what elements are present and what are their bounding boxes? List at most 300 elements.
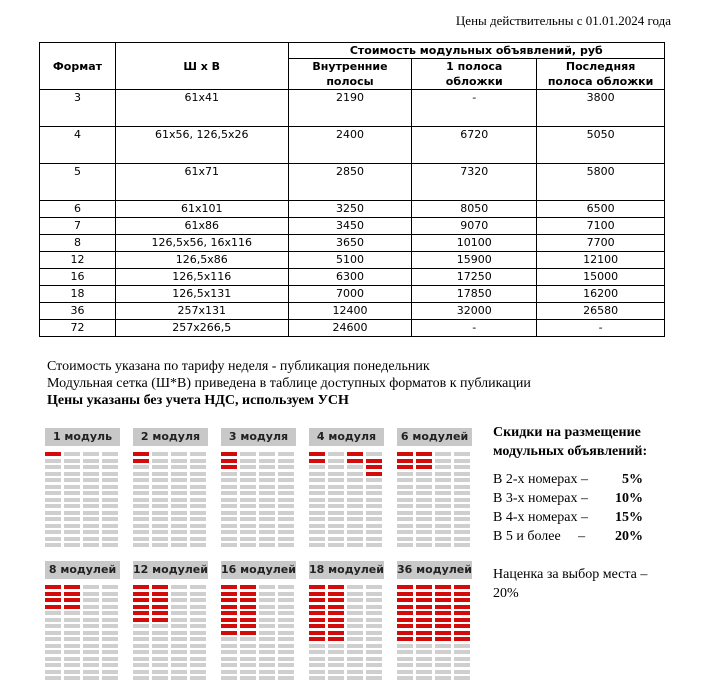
cell-size: 61x101 xyxy=(115,201,288,218)
module-cell xyxy=(435,650,451,654)
discount-subtitle: модульных объявлений: xyxy=(493,444,648,459)
module-cell xyxy=(309,676,325,680)
cell-inner: 2190 xyxy=(288,90,412,127)
module-cell xyxy=(328,459,344,463)
module-cell xyxy=(102,631,118,635)
module-cell-filled xyxy=(435,585,451,589)
module-cell-filled xyxy=(309,611,325,615)
module-cell xyxy=(309,657,325,661)
module-cell xyxy=(102,498,118,502)
module-grid xyxy=(221,561,296,682)
module-cell xyxy=(278,498,294,502)
module-cell xyxy=(190,598,206,602)
module-cell xyxy=(309,644,325,648)
module-cell xyxy=(152,504,168,508)
module-cell xyxy=(102,663,118,667)
module-cell-filled xyxy=(133,459,149,463)
module-cell xyxy=(259,611,275,615)
module-cell-filled xyxy=(45,585,61,589)
table-row xyxy=(40,252,665,269)
module-cell xyxy=(278,650,294,654)
module-cell xyxy=(328,670,344,674)
module-cell xyxy=(259,585,275,589)
module-cell xyxy=(259,592,275,596)
cell-inner: 7000 xyxy=(288,286,412,303)
module-cell xyxy=(133,644,149,648)
module-cell xyxy=(190,478,206,482)
module-cell xyxy=(240,537,256,541)
module-cell xyxy=(190,592,206,596)
module-cell xyxy=(240,637,256,641)
cell-last: 3800 xyxy=(537,90,665,127)
module-cell xyxy=(190,459,206,463)
module-cell-filled xyxy=(221,605,237,609)
module-cell xyxy=(240,670,256,674)
module-cells xyxy=(221,452,296,550)
module-cell xyxy=(152,491,168,495)
module-cell-filled xyxy=(221,585,237,589)
module-cell xyxy=(133,517,149,521)
note-vat: Цены указаны без учета НДС, используем УСН xyxy=(47,393,349,408)
module-cell xyxy=(278,485,294,489)
module-cell xyxy=(278,618,294,622)
module-cell xyxy=(64,498,80,502)
module-cell xyxy=(171,478,187,482)
module-cell xyxy=(454,511,470,515)
module-cell xyxy=(133,472,149,476)
module-cell xyxy=(328,472,344,476)
module-cell-filled xyxy=(435,605,451,609)
module-cell xyxy=(347,485,363,489)
module-cells xyxy=(133,585,208,683)
module-cell-filled xyxy=(152,605,168,609)
module-cell xyxy=(347,537,363,541)
module-cell xyxy=(454,491,470,495)
table-row xyxy=(40,303,665,320)
module-cell xyxy=(190,631,206,635)
module-cell xyxy=(416,478,432,482)
module-cell xyxy=(64,644,80,648)
module-cell xyxy=(278,624,294,628)
cell-first: 8050 xyxy=(412,201,537,218)
module-cell xyxy=(190,670,206,674)
module-cell xyxy=(83,517,99,521)
module-cell xyxy=(347,676,363,680)
module-cell xyxy=(397,524,413,528)
module-cell xyxy=(366,498,382,502)
module-cell-filled xyxy=(454,592,470,596)
module-cell xyxy=(416,676,432,680)
module-cell xyxy=(221,478,237,482)
table-row xyxy=(40,201,665,218)
module-cell xyxy=(278,504,294,508)
module-cell-filled xyxy=(416,592,432,596)
module-cell xyxy=(454,543,470,547)
module-cell-filled xyxy=(309,637,325,641)
module-cell-filled xyxy=(328,585,344,589)
cell-first: - xyxy=(412,320,537,337)
module-cell-filled xyxy=(45,605,61,609)
module-cell-filled xyxy=(133,618,149,622)
module-cell xyxy=(278,517,294,521)
module-cell xyxy=(45,657,61,661)
module-cell xyxy=(309,537,325,541)
module-cell xyxy=(152,670,168,674)
module-cell xyxy=(366,537,382,541)
module-cell xyxy=(278,465,294,469)
module-cell xyxy=(278,585,294,589)
module-cell xyxy=(328,663,344,667)
module-cell xyxy=(102,637,118,641)
module-cell xyxy=(366,670,382,674)
module-cell xyxy=(64,478,80,482)
module-cell xyxy=(133,537,149,541)
module-cell xyxy=(83,663,99,667)
module-cell xyxy=(171,663,187,667)
module-cells xyxy=(309,585,384,683)
module-cell xyxy=(435,543,451,547)
cell-size: 126,5x131 xyxy=(115,286,288,303)
module-cell-filled xyxy=(397,631,413,635)
module-cell xyxy=(45,650,61,654)
module-cell-filled xyxy=(416,585,432,589)
module-cell xyxy=(83,478,99,482)
cell-first: 6720 xyxy=(412,127,537,164)
module-cell xyxy=(152,644,168,648)
module-cell-filled xyxy=(435,618,451,622)
module-cell xyxy=(45,624,61,628)
module-label: 4 модуля xyxy=(309,428,384,446)
module-cell xyxy=(259,624,275,628)
module-cell xyxy=(83,676,99,680)
module-cell xyxy=(83,657,99,661)
module-cells xyxy=(133,452,208,550)
module-cell xyxy=(102,592,118,596)
module-cell xyxy=(278,598,294,602)
module-cell xyxy=(259,478,275,482)
table-row xyxy=(40,127,665,164)
module-cell-filled xyxy=(454,611,470,615)
module-cell xyxy=(366,517,382,521)
module-label: 8 модулей xyxy=(45,561,120,579)
module-cell xyxy=(45,504,61,508)
module-cell xyxy=(83,459,99,463)
module-cell xyxy=(259,650,275,654)
module-cell-filled xyxy=(64,605,80,609)
module-cell xyxy=(397,511,413,515)
module-cell xyxy=(366,504,382,508)
module-cell-filled xyxy=(416,459,432,463)
module-cell xyxy=(454,537,470,541)
cell-format: 4 xyxy=(40,127,116,164)
module-cell xyxy=(347,498,363,502)
module-cell xyxy=(397,657,413,661)
module-cell xyxy=(102,511,118,515)
module-cell xyxy=(328,452,344,456)
module-cell-filled xyxy=(152,598,168,602)
module-label: 6 модулей xyxy=(397,428,472,446)
module-cell xyxy=(171,585,187,589)
module-label: 18 модулей xyxy=(309,561,384,579)
module-cell xyxy=(45,472,61,476)
module-cell xyxy=(102,537,118,541)
module-cell-filled xyxy=(454,618,470,622)
module-cell xyxy=(171,611,187,615)
cell-last: 16200 xyxy=(537,286,665,303)
module-cell xyxy=(102,472,118,476)
module-cell xyxy=(366,657,382,661)
module-grid xyxy=(133,428,208,549)
module-cell xyxy=(45,465,61,469)
cell-first: 9070 xyxy=(412,218,537,235)
module-cell xyxy=(366,592,382,596)
module-cell xyxy=(45,517,61,521)
cell-first: 17850 xyxy=(412,286,537,303)
module-cell xyxy=(221,644,237,648)
module-cell xyxy=(259,644,275,648)
module-cell-filled xyxy=(454,605,470,609)
module-cell xyxy=(64,650,80,654)
module-cell xyxy=(133,657,149,661)
module-cell-filled xyxy=(397,585,413,589)
module-cell xyxy=(259,491,275,495)
cell-last: 6500 xyxy=(537,201,665,218)
module-cell xyxy=(171,459,187,463)
module-cell xyxy=(259,657,275,661)
discount-item xyxy=(493,470,647,489)
module-cell xyxy=(435,491,451,495)
module-cell-filled xyxy=(45,592,61,596)
module-label: 12 модулей xyxy=(133,561,208,579)
module-cell xyxy=(328,676,344,680)
module-cell xyxy=(102,657,118,661)
module-cell xyxy=(454,663,470,667)
module-cell xyxy=(83,465,99,469)
module-cell xyxy=(45,676,61,680)
module-cell xyxy=(45,485,61,489)
cell-format: 72 xyxy=(40,320,116,337)
module-cell xyxy=(240,465,256,469)
module-cell xyxy=(366,611,382,615)
module-cell xyxy=(64,537,80,541)
module-cell xyxy=(309,524,325,528)
module-cell xyxy=(190,650,206,654)
module-cell xyxy=(366,478,382,482)
module-cell-filled xyxy=(397,459,413,463)
module-cell-filled xyxy=(435,631,451,635)
module-cell xyxy=(347,670,363,674)
module-cell xyxy=(171,670,187,674)
module-cell xyxy=(416,650,432,654)
module-cell xyxy=(309,498,325,502)
module-cell xyxy=(171,465,187,469)
module-cell xyxy=(64,524,80,528)
module-cell xyxy=(64,465,80,469)
module-cell-filled xyxy=(309,459,325,463)
cell-last: 26580 xyxy=(537,303,665,320)
module-cell xyxy=(221,637,237,641)
cell-size: 126,5x116 xyxy=(115,269,288,286)
module-cell xyxy=(454,650,470,654)
module-cell xyxy=(102,644,118,648)
module-cell-filled xyxy=(328,611,344,615)
cell-inner: 3250 xyxy=(288,201,412,218)
module-cell xyxy=(435,459,451,463)
module-cell xyxy=(133,504,149,508)
module-cell xyxy=(102,605,118,609)
module-cell xyxy=(259,543,275,547)
module-cell xyxy=(366,618,382,622)
module-cell-filled xyxy=(328,624,344,628)
module-cell xyxy=(64,624,80,628)
module-cell xyxy=(347,611,363,615)
module-cell xyxy=(397,543,413,547)
module-cell xyxy=(190,618,206,622)
discount-value: 5% xyxy=(622,472,643,487)
module-cell xyxy=(435,524,451,528)
module-cell-filled xyxy=(416,605,432,609)
module-cell xyxy=(221,530,237,534)
module-cell xyxy=(83,452,99,456)
cell-format: 8 xyxy=(40,235,116,252)
module-cell xyxy=(309,478,325,482)
module-cell xyxy=(190,637,206,641)
module-cell xyxy=(309,650,325,654)
module-cell xyxy=(309,517,325,521)
module-label: 2 модуля xyxy=(133,428,208,446)
module-cell xyxy=(259,676,275,680)
module-cell xyxy=(83,543,99,547)
module-cell-filled xyxy=(240,585,256,589)
module-cell xyxy=(397,530,413,534)
module-cell xyxy=(278,644,294,648)
module-cell-filled xyxy=(328,592,344,596)
module-cell xyxy=(83,670,99,674)
module-cell xyxy=(64,637,80,641)
module-cell xyxy=(221,537,237,541)
module-cell xyxy=(64,631,80,635)
module-cell xyxy=(190,663,206,667)
module-cell-filled xyxy=(133,605,149,609)
module-cell-filled xyxy=(64,598,80,602)
module-cell xyxy=(221,491,237,495)
module-cell xyxy=(133,511,149,515)
module-cell xyxy=(240,485,256,489)
module-cell xyxy=(366,452,382,456)
discount-label: В 4-х номерах – xyxy=(493,510,589,525)
table-row xyxy=(40,320,665,337)
module-cell xyxy=(435,676,451,680)
module-cell-filled xyxy=(309,631,325,635)
module-cell xyxy=(435,465,451,469)
module-cell-filled xyxy=(397,592,413,596)
module-cell-filled xyxy=(152,611,168,615)
module-cell xyxy=(45,631,61,635)
module-cell xyxy=(190,517,206,521)
module-cell xyxy=(190,524,206,528)
module-cell-filled xyxy=(397,624,413,628)
discount-value: 15% xyxy=(615,510,643,525)
module-grid xyxy=(397,561,472,682)
cell-last: 5050 xyxy=(537,127,665,164)
module-cell xyxy=(171,624,187,628)
module-cell xyxy=(171,592,187,596)
cell-size: 257x266,5 xyxy=(115,320,288,337)
module-cell xyxy=(221,504,237,508)
module-cell xyxy=(83,537,99,541)
module-cell xyxy=(190,472,206,476)
module-cell xyxy=(397,663,413,667)
module-cell xyxy=(152,465,168,469)
cell-format: 16 xyxy=(40,269,116,286)
header-first-cover: 1 полоса обложки xyxy=(412,59,537,90)
module-cell xyxy=(454,504,470,508)
module-cell xyxy=(347,644,363,648)
discount-block xyxy=(493,423,647,603)
module-cell-filled xyxy=(397,605,413,609)
module-cell xyxy=(366,676,382,680)
module-label: 3 модуля xyxy=(221,428,296,446)
module-cell xyxy=(454,517,470,521)
module-cell xyxy=(278,511,294,515)
module-cell xyxy=(240,478,256,482)
module-cell xyxy=(259,605,275,609)
module-cell-filled xyxy=(309,618,325,622)
module-cell xyxy=(328,491,344,495)
module-cell xyxy=(347,657,363,661)
module-cell xyxy=(397,498,413,502)
module-cell xyxy=(64,452,80,456)
module-cell xyxy=(152,663,168,667)
module-cell xyxy=(347,504,363,508)
module-cell xyxy=(152,498,168,502)
module-cell xyxy=(190,530,206,534)
module-cell xyxy=(454,465,470,469)
module-cell xyxy=(397,491,413,495)
module-cell xyxy=(152,530,168,534)
module-cell xyxy=(221,676,237,680)
cell-format: 7 xyxy=(40,218,116,235)
module-cell xyxy=(221,472,237,476)
module-cell-filled xyxy=(435,611,451,615)
module-cell-filled xyxy=(45,452,61,456)
cell-inner: 3450 xyxy=(288,218,412,235)
module-cell xyxy=(190,452,206,456)
module-cell xyxy=(328,504,344,508)
module-cell xyxy=(328,530,344,534)
module-cell xyxy=(190,624,206,628)
module-cell xyxy=(190,485,206,489)
module-cell xyxy=(347,524,363,528)
price-table xyxy=(39,42,665,337)
module-grid xyxy=(45,561,120,682)
module-cell xyxy=(347,478,363,482)
header-format: Формат xyxy=(40,43,116,90)
module-cell xyxy=(190,611,206,615)
module-cell xyxy=(416,537,432,541)
module-cell-filled xyxy=(416,631,432,635)
module-cell xyxy=(240,530,256,534)
cell-size: 126,5x86 xyxy=(115,252,288,269)
module-cell xyxy=(240,663,256,667)
module-cell xyxy=(347,465,363,469)
module-cell xyxy=(328,511,344,515)
cell-format: 3 xyxy=(40,90,116,127)
module-cell-filled xyxy=(221,459,237,463)
module-cell xyxy=(454,498,470,502)
cell-last: 12100 xyxy=(537,252,665,269)
module-cell xyxy=(259,631,275,635)
